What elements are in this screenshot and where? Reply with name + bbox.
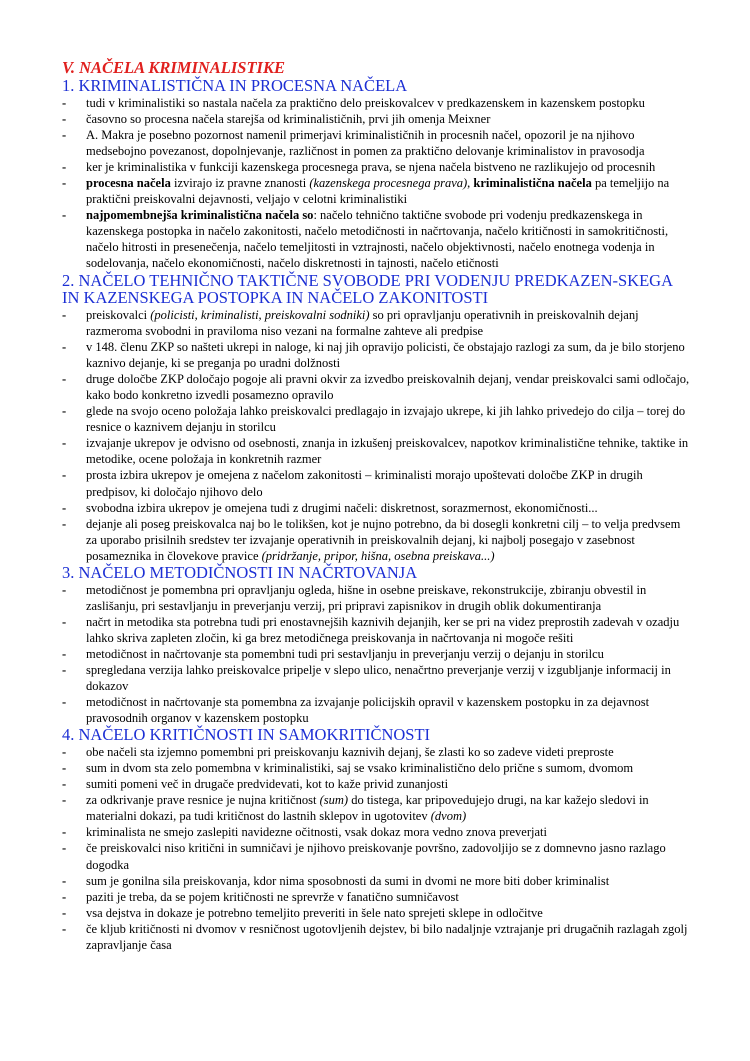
list-item: [62, 776, 692, 792]
item-text: so pri opravljanju operativnih in preiskovalnih dejanj razmeroma svobodni in praviloma niso vezani na formalne zahteve ali predpise: [86, 307, 639, 338]
item-text: metodičnost in načrtovanje sta pomembni tudi pri sestavljanju in preverjanju verzij o dejanju in storilcu: [86, 646, 604, 661]
bullet-list: [62, 744, 692, 953]
list-item: [62, 307, 692, 339]
list-item: [62, 694, 692, 726]
list-item: [62, 175, 692, 207]
item-text: sum je gonilna sila preiskovanja, kdor nima sposobnosti da sumi in dvomi ne more biti dober kriminalist: [86, 873, 610, 888]
item-text: sum in dvom sta zelo pomembna v kriminalistiki, saj se vsako kriminalistično delo prične s sumom, dvomom: [86, 760, 634, 775]
item-text: metodičnost je pomembna pri opravljanju ogleda, hišne in osebne preiskave, rekonstrukcije, zbiranju obvestil in zaslišanju, pri sestavljanju in preverjanju verzij, pri pripravi zapisnikov in drugih oblik dokumentiranja: [86, 582, 647, 613]
list-item: [62, 614, 692, 646]
item-italic-note: (policisti, kriminalisti, preiskovalni sodniki): [150, 307, 370, 322]
list-item: [62, 824, 692, 840]
item-bold-term: najpomembnejša kriminalistična načela so: [86, 208, 314, 223]
item-italic-note: (sum): [319, 793, 349, 808]
list-item: [62, 792, 692, 824]
section-heading: 1. KRIMINALISTIČNA IN PROCESNA NAČELA: [62, 76, 408, 95]
document-page: [62, 58, 692, 953]
document-title: V. NAČELA KRIMINALISTIKE: [62, 58, 285, 77]
item-text: izvirajo iz pravne znanosti: [170, 175, 310, 190]
item-text: izvajanje ukrepov je odvisno od osebnosti, znanja in izkušenj preiskovalcev, napotkov kriminalistične tehnike, taktike in metodike, ocene položaja in konkretnih razmer: [86, 436, 689, 467]
item-text: paziti je treba, da se pojem kritičnosti ne sprevrže v fanatično sumničavost: [86, 889, 459, 904]
item-text: dejanje ali poseg preiskovalca naj bo le tolikšen, kot je nujno potrebno, da bi dosegli konkretni cilj – to velja predvsem za uporabo prisilnih sredstev ter izvajanje operativnih in preiskovalnih dejanj, ki najbolj posegajo v zasebnost posameznika in človekove pravice: [86, 516, 681, 563]
list-item: [62, 95, 692, 111]
list-item: [62, 159, 692, 175]
item-text: : načelo tehnično taktične svobode pri vodenju predkazenskega in kazenskega postopka in načelo zakonitosti, načelo metodičnosti in načrtovanja, načelo kritičnosti in samokritičnosti, načelo hitrosti in presenečenja, načelo temeljitosti in vztrajnosti, načelo objektivnosti, načelo enotnega vodenja in sodelovanja, načelo ekonomičnosti, načelo diskretnosti in tajnosti, načelo etičnosti: [86, 208, 669, 271]
item-text: za odkrivanje prave resnice je nujna kritičnost: [86, 793, 320, 808]
list-item: [62, 127, 692, 159]
item-text: vsa dejstva in dokaze je potrebno temeljito preveriti in šele nato sprejeti sklepe in odločitve: [86, 905, 543, 920]
item-text: A. Makra je posebno pozornost namenil primerjavi kriminalističnih in procesnih načel, opozoril je na njihovo medsebojno povezanost, dopolnjevanje, različnost in pomen za praktično delovanje kriminalistov in pravosodja: [86, 127, 645, 158]
item-text: če kljub kritičnosti ni dvomov v resničnost ugotovljenih dejstev, bi bilo nadaljnje vztrajanje pri drugačnih razlagah zgolj zapravljanje časa: [86, 921, 688, 952]
list-item: [62, 207, 692, 271]
item-text: ker je kriminalistika v funkciji kazenskega procesnega prava, se njena načela bistveno ne razlikujejo od procesnih: [86, 159, 656, 174]
item-text: pa temeljijo na praktični preiskovalni dejavnosti, veljajo v celotni kriminalistiki: [86, 175, 670, 207]
list-item: [62, 403, 692, 435]
section-heading: 2. NAČELO TEHNIČNO TAKTIČNE SVOBODE PRI VODENJU PREDKAZEN-SKEGA IN KAZENSKEGA POSTOPKA IN NAČELO ZAKONITOSTI: [62, 270, 673, 308]
list-item: [62, 760, 692, 776]
item-text: tudi v kriminalistiki so nastala načela za praktično delo preiskovalcev v predkazenskem in kazenskem postopku: [86, 95, 645, 110]
item-text: metodičnost in načrtovanje sta pomembna za izvajanje policijskih opravil v kazenskem postopku in za dejavnost pravosodnih organov v kazenskem postopku: [86, 695, 650, 726]
list-item: [62, 339, 692, 371]
item-text: kriminalista ne smejo zaslepiti navidezne očitnosti, vsak dokaz mora vedno znova preverjati: [86, 825, 547, 840]
item-text: do tistega, kar pripovedujejo drugi, na kar kažejo sledovi in materialni dokazi, pa tudi kritičnost do lastnih sklepov in ugotovitev: [86, 793, 649, 824]
item-text: druge določbe ZKP določajo pogoje ali pravni okvir za izvedbo preiskovalnih dejanj, vendar preiskovalci sami odločajo, kako bodo konkretno izvedli posamezno opravilo: [86, 371, 690, 402]
item-text: preiskovalci: [86, 307, 151, 322]
item-text: ,: [467, 175, 474, 190]
item-text: glede na svojo oceno položaja lahko preiskovalci predlagajo in izvajajo ukrepe, ki jih lahko privedejo do cilja – torej do resnice o kaznivem dejanju in storilcu: [86, 404, 686, 435]
item-text: spregledana verzija lahko preiskovalce pripelje v slepo ulico, nenačrtno preverjanje verzij v izgubljanje informacij in dokazov: [86, 663, 671, 694]
list-item: [62, 467, 692, 499]
list-item: [62, 111, 692, 127]
item-text: prosta izbira ukrepov je omejena z načelom zakonitosti – kriminalisti morajo upoštevati določbe ZKP in drugih predpisov, ki določajo njihovo delo: [86, 468, 643, 499]
list-item: [62, 905, 692, 921]
list-item: [62, 873, 692, 889]
list-item: [62, 371, 692, 403]
item-text: v 148. členu ZKP so našteti ukrepi in naloge, ki naj jih opravijo policisti, če obstajajo razlogi za sum, da je bilo storjeno kaznivo dejanje, ki se preganja po uradni dolžnosti: [86, 339, 685, 370]
item-text: obe načeli sta izjemno pomembni pri preiskovanju kaznivih dejanj, še zlasti ko so zadeve videti preproste: [86, 744, 614, 759]
item-italic-note: (dvom): [430, 809, 467, 824]
item-text: sumiti pomeni več in drugače predvidevati, kot to kaže privid zunanjosti: [86, 777, 449, 792]
section-heading: 3. NAČELO METODIČNOSTI IN NAČRTOVANJA: [62, 563, 418, 583]
bullet-list: [62, 582, 692, 727]
list-item: [62, 662, 692, 694]
list-item: [62, 582, 692, 614]
item-text: načrt in metodika sta potrebna tudi pri enostavnejših kaznivih dejanjih, ker se pri na videz preprostih zadevah v ozadju lahko skriva zapleten zločin, ki ga brez metodičnega preiskovanja in načrtovanja ni mogoče rešiti: [86, 614, 680, 645]
list-item: [62, 500, 692, 516]
bullet-list: [62, 307, 692, 565]
list-item: [62, 921, 692, 953]
section-heading: 4. NAČELO KRITIČNOSTI IN SAMOKRITIČNOSTI: [62, 725, 431, 745]
item-text: če preiskovalci niso kritični in sumničavi je njihovo preiskovanje površno, zadovoljijo se z domnevno jasno razlago dogodka: [86, 841, 666, 872]
list-item: [62, 435, 692, 467]
item-bold-term: kriminalistična načela: [473, 175, 592, 190]
item-bold-term: procesna načela: [86, 175, 171, 190]
list-item: [62, 840, 692, 872]
bullet-list: [62, 95, 692, 272]
list-item: [62, 889, 692, 905]
list-item: [62, 646, 692, 662]
item-text: časovno so procesna načela starejša od kriminalističnih, prvi jih omenja Meixner: [86, 111, 491, 126]
item-text: svobodna izbira ukrepov je omejena tudi z drugimi načeli: diskretnost, sorazmernost, ekonomičnosti...: [86, 500, 598, 515]
list-item: [62, 516, 692, 564]
item-italic-note: (kazenskega procesnega prava): [309, 175, 468, 190]
item-italic-note: (pridržanje, pripor, hišna, osebna preiskava...): [261, 548, 495, 563]
list-item: [62, 744, 692, 760]
